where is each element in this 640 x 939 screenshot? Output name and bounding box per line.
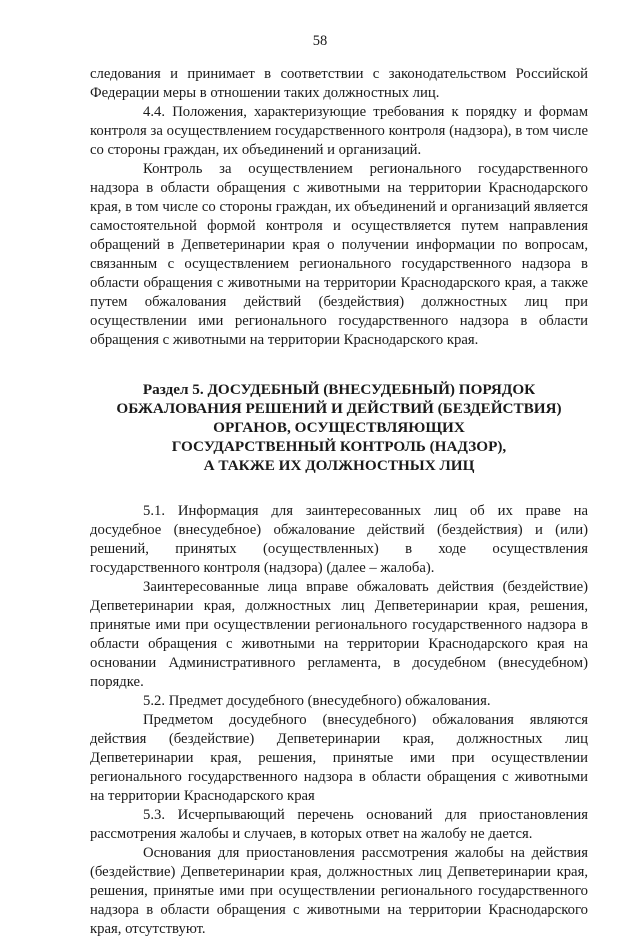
paragraph-5-2: 5.2. Предмет досудебного (внесудебного) обжалования. bbox=[143, 693, 491, 709]
paragraph-4-4: 4.4. Положения, характеризующие требования к порядку и формам контроля за осуществлением государственного контроля (надзора), в том числе со стороны граждан, их объединений и организаций. bbox=[90, 104, 588, 158]
section-title-line: ГОСУДАРСТВЕННЫЙ КОНТРОЛЬ (НАДЗОР), bbox=[171, 438, 507, 455]
paragraph-grounds: Основания для приостановления рассмотрения жалобы на действия (бездействие) Депветеринарии края, должностных лиц Депветеринарии края, решения, принятые ими при осуществлении регионального государственного надзора в области обращения с животными на территории Краснодарского края, отсутствуют. bbox=[90, 845, 588, 937]
paragraph-control: Контроль за осуществлением регионального государственного надзора в области обращения с животными на территории Краснодарского края, в том числе со стороны граждан, их объединений и организаций является самостоятельной формой контроля и осуществляется путем направления обращений в Депветеринарии края о получении информации по вопросам, связанным с осуществлением регионального государственного надзора в области обращения с животными на территории Краснодарского края, а также путем обжалования действий (бездействия) должностных лиц при осуществлении ими регионального государственного надзора в области обращения с животными на территории Краснодарского края. bbox=[90, 161, 588, 348]
paragraph-continuation: следования и принимает в соответствии с законодательством Российской Федерации меры в отношении таких должностных лиц. bbox=[90, 66, 588, 101]
section-title-line: Раздел 5. ДОСУДЕБНЫЙ (ВНЕСУДЕБНЫЙ) ПОРЯДОК bbox=[142, 381, 536, 398]
section-5-title bbox=[90, 380, 588, 475]
paragraph-subject: Предметом досудебного (внесудебного) обжалования являются действия (бездействие) Депветеринарии края, должностных лиц Депветеринарии края, решения, принятые ими при осуществлении регионального государственного надзора в области обращения с животными на территории Краснодарского края bbox=[90, 712, 588, 804]
document-body bbox=[90, 65, 588, 939]
section-title-line: А ТАКЖЕ ИХ ДОЛЖНОСТНЫХ ЛИЦ bbox=[203, 457, 475, 474]
paragraph-interested-parties: Заинтересованные лица вправе обжаловать действия (бездействие) Депветеринарии края, должностных лиц Депветеринарии края, решения, принятые ими при осуществлении регионального государственного надзора в области обращения с животными на территории Краснодарского края на основании Административного регламента, в досудебном (внесудебном) порядке. bbox=[90, 579, 588, 690]
section-title-line: ОРГАНОВ, ОСУЩЕСТВЛЯЮЩИХ bbox=[213, 419, 465, 436]
page-number: 58 bbox=[312, 33, 328, 49]
paragraph-5-1: 5.1. Информация для заинтересованных лиц об их праве на досудебное (внесудебное) обжалование действий (бездействия) и (или) решений, принятых (осуществленных) в ходе осуществления государственного контроля (надзора) (далее – жалоба). bbox=[90, 503, 588, 576]
paragraph-5-3: 5.3. Исчерпывающий перечень оснований для приостановления рассмотрения жалобы и случаев, в которых ответ на жалобу не дается. bbox=[90, 807, 588, 842]
section-title-line: ОБЖАЛОВАНИЯ РЕШЕНИЙ И ДЕЙСТВИЙ (БЕЗДЕЙСТВИЯ) bbox=[116, 400, 562, 417]
